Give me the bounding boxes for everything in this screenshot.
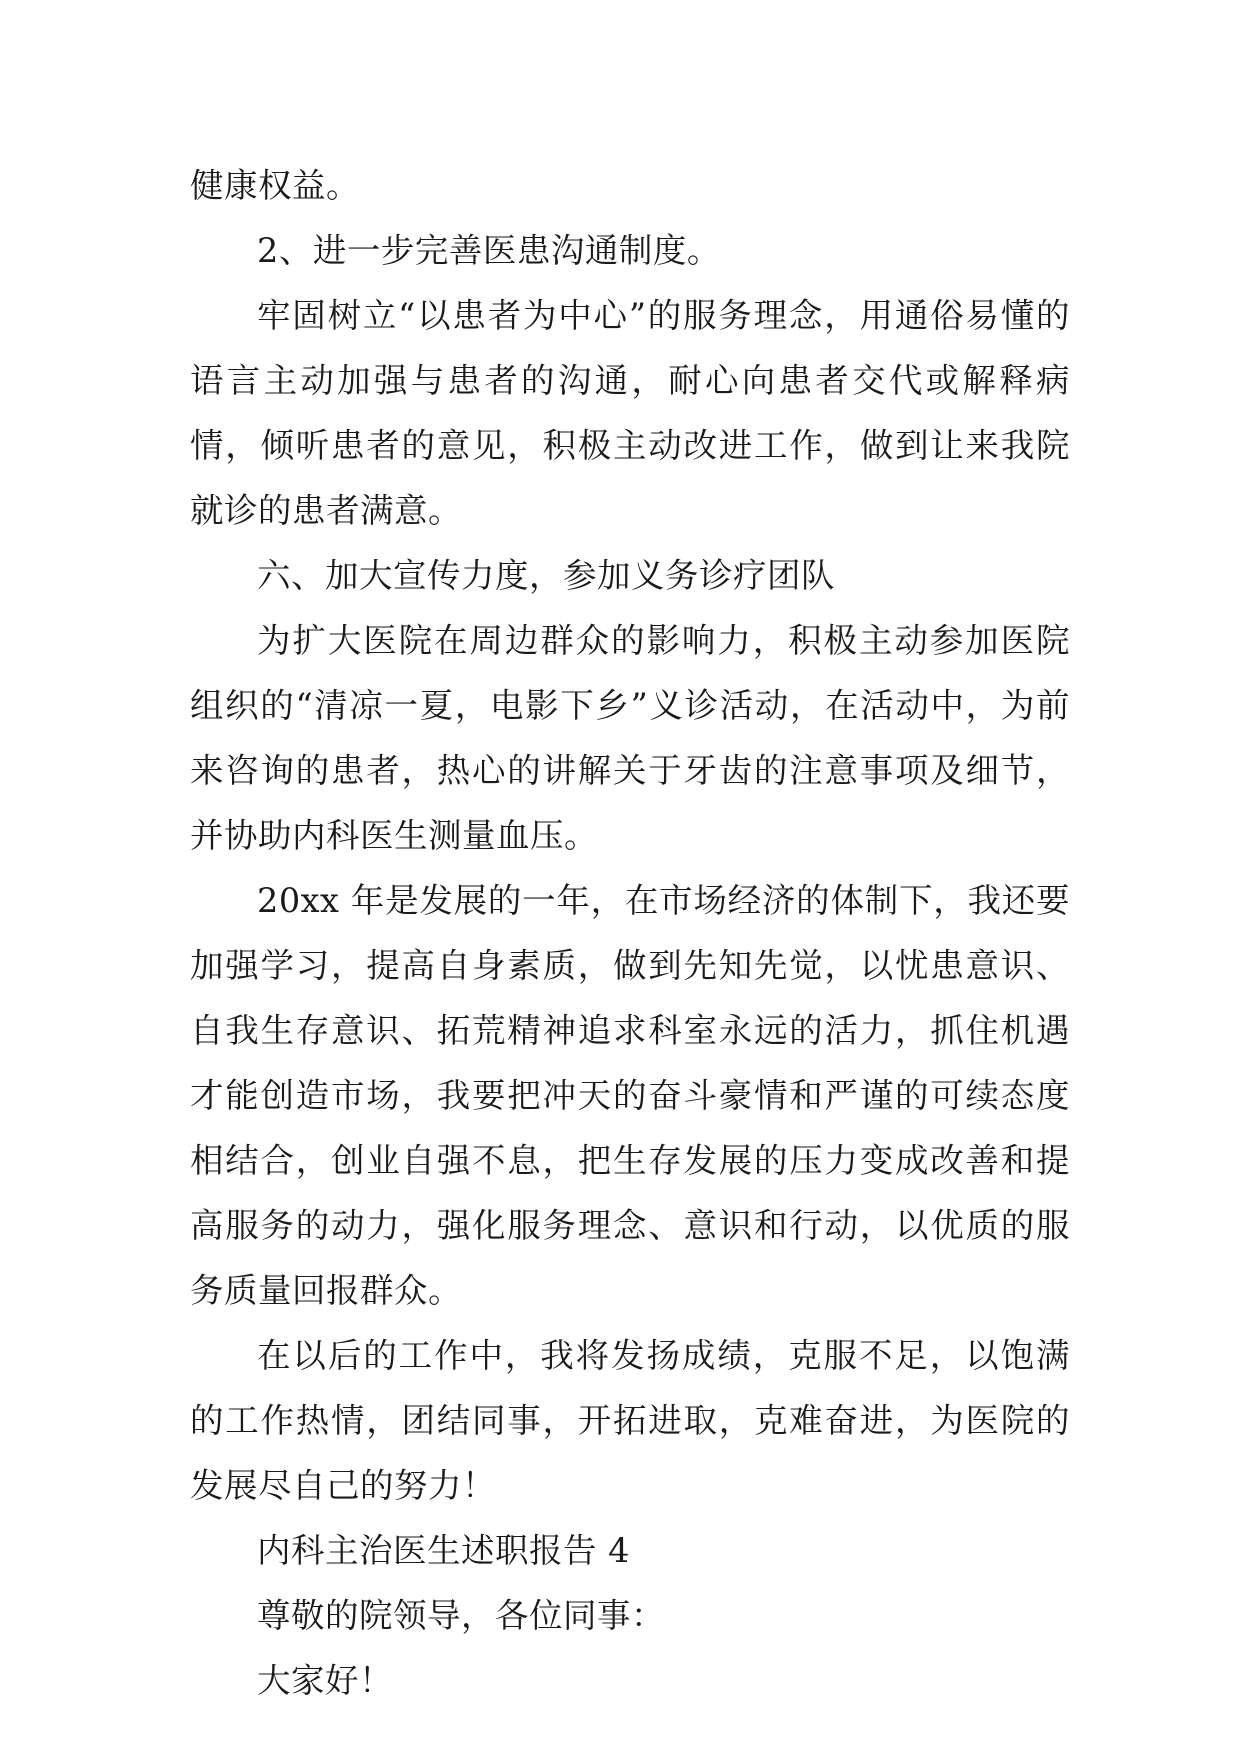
paragraph-free-clinic: 为扩大医院在周边群众的影响力，积极主动参加医院组织的“清凉一夏，电影下乡”义诊活动，在活动中，为前来咨询的患者，热心的讲解关于牙齿的注意事项及细节，并协助内科医生测量血压。 [190, 621, 1070, 855]
section-heading-publicity: 六、加大宣传力度，参加义务诊疗团队 [257, 556, 835, 595]
greeting: 大家好！ [257, 1661, 393, 1700]
paragraph-continuation: 健康权益。 [190, 166, 360, 205]
paragraph-patient-communication: 牢固树立“以患者为中心”的服务理念，用通俗易懂的语言主动加强与患者的沟通，耐心向患者交代或解释病情，倾听患者的意见，积极主动改进工作，做到让来我院就诊的患者满意。 [190, 296, 1070, 530]
paragraph-future-work: 在以后的工作中，我将发扬成绩，克服不足，以饱满的工作热情，团结同事，开拓进取，克难奋进，为医院的发展尽自己的努力！ [190, 1336, 1070, 1505]
salutation: 尊敬的院领导，各位同事： [257, 1596, 665, 1635]
report-title: 内科主治医生述职报告 4 [257, 1531, 630, 1570]
document-body [190, 153, 1070, 1713]
paragraph-development-year: 20xx 年是发展的一年，在市场经济的体制下，我还要加强学习，提高自身素质，做到先知先觉，以忧患意识、自我生存意识、拓荒精神追求科室永远的活力，抓住机遇才能创造市场，我要把冲天的奋斗豪情和严谨的可续态度相结合，创业自强不息，把生存发展的压力变成改善和提高服务的动力，强化服务理念、意识和行动，以优质的服务质量回报群众。 [190, 881, 1070, 1310]
section-heading-communication: 2、进一步完善医患沟通制度。 [257, 231, 721, 270]
